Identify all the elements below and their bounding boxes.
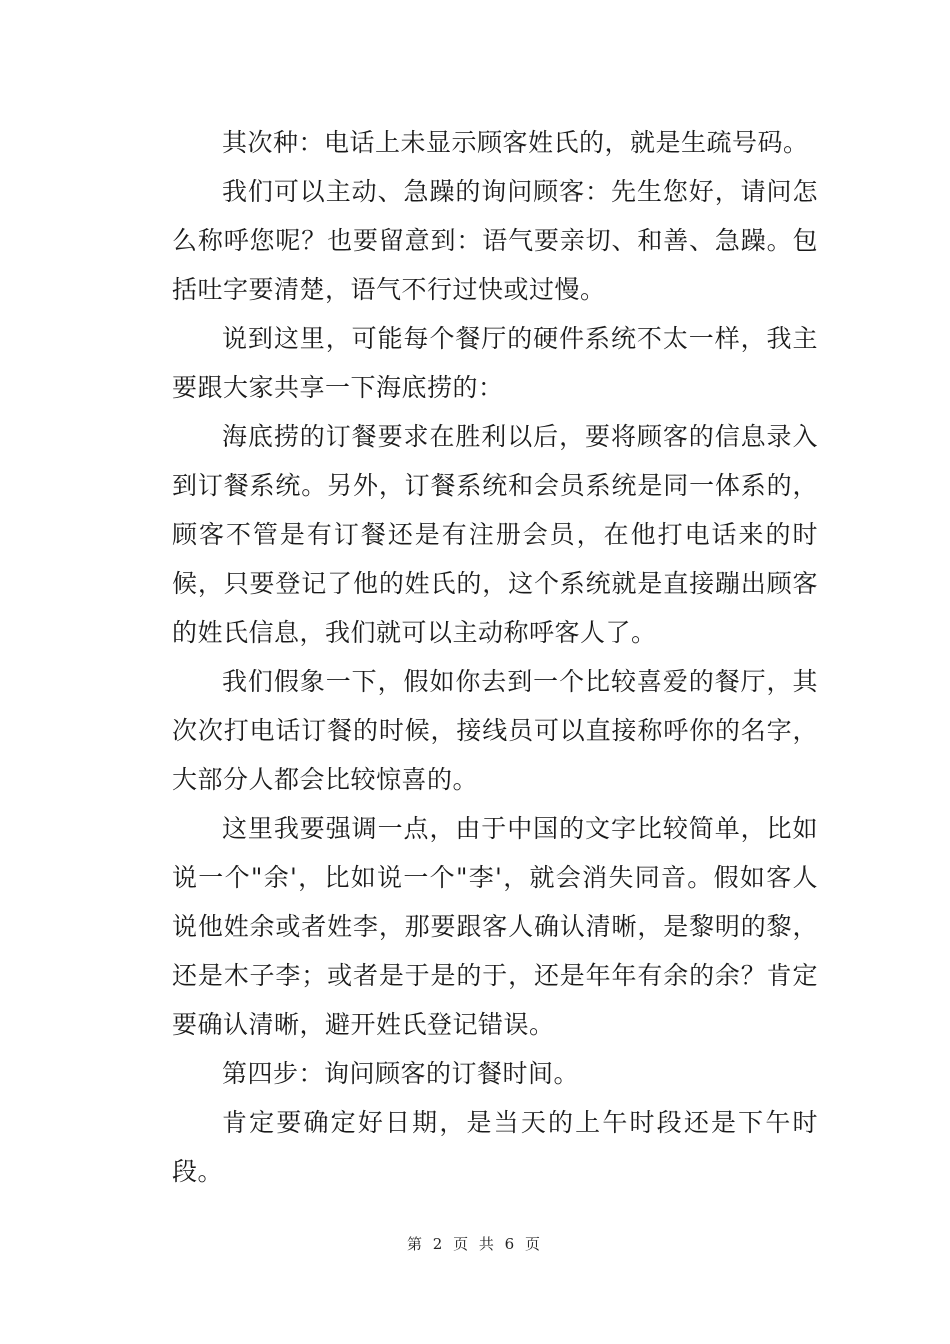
paragraph: 肯定要确定好日期，是当天的上午时段还是下午时段。 bbox=[172, 1108, 818, 1186]
paragraph: 这里我要强调一点，由于中国的文字比较简单，比如说一个"余'，比如说一个"李'，就会消失同音。假如客人说他姓余或者姓李，那要跟客人确认清晰，是黎明的黎，还是木子李；或者是于是的于，还是年年有余的余？肯定要确认清晰，避开姓氏登记错误。 bbox=[172, 814, 818, 1039]
paragraph: 第四步：询问顾客的订餐时间。 bbox=[222, 1059, 580, 1088]
paragraph: 其次种：电话上未显示顾客姓氏的，就是生疏号码。 bbox=[222, 128, 809, 157]
page-number-footer: 第 2 页 共 6 页 bbox=[407, 1235, 543, 1253]
paragraph: 我们假象一下，假如你去到一个比较喜爱的餐厅，其次次打电话订餐的时候，接线员可以直接称呼你的名字，大部分人都会比较惊喜的。 bbox=[172, 667, 818, 794]
paragraph: 我们可以主动、急躁的询问顾客：先生您好，请问怎么称呼您呢？也要留意到：语气要亲切、和善、急躁。包括吐字要清楚，语气不行过快或过慢。 bbox=[172, 177, 818, 304]
paragraph: 海底捞的订餐要求在胜利以后，要将顾客的信息录入到订餐系统。另外，订餐系统和会员系统是同一体系的，顾客不管是有订餐还是有注册会员，在他打电话来的时候，只要登记了他的姓氏的，这个系统就是直接蹦出顾客的姓氏信息，我们就可以主动称呼客人了。 bbox=[172, 422, 818, 647]
paragraph: 说到这里，可能每个餐厅的硬件系统不太一样，我主要跟大家共享一下海底捞的： bbox=[172, 324, 818, 402]
document-body bbox=[172, 118, 818, 1196]
